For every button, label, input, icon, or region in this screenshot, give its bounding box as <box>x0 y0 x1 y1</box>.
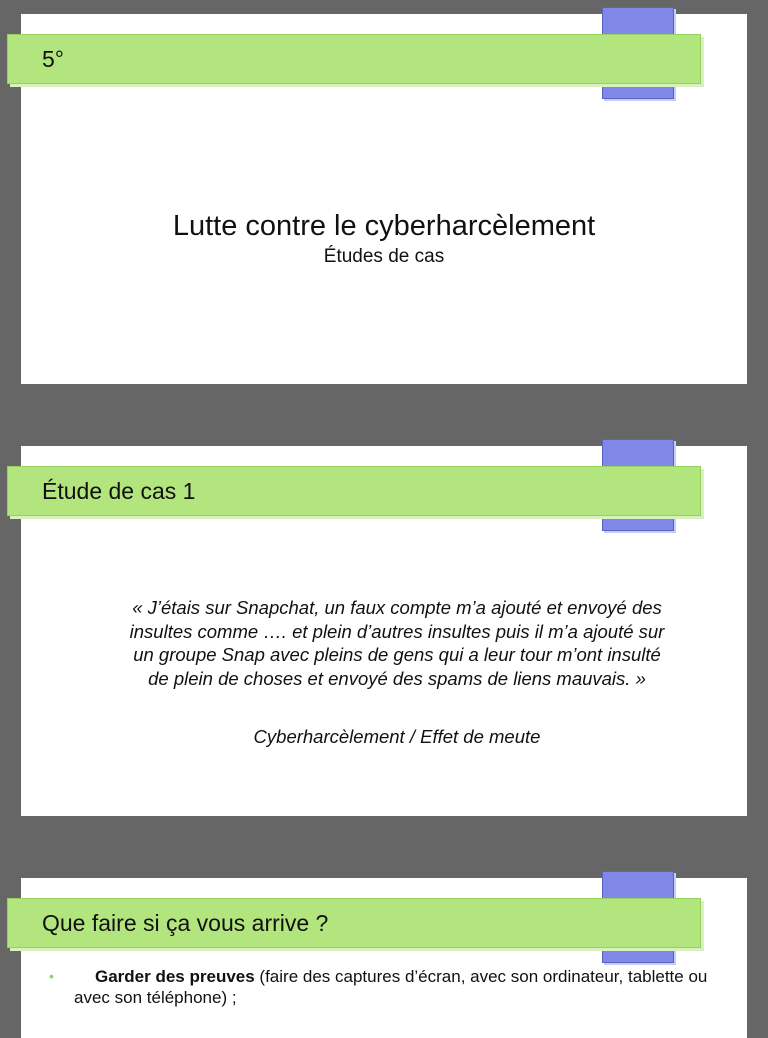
slide-1 <box>21 14 747 384</box>
slide-header: 5° <box>42 45 64 72</box>
case-caption: Cyberharcèlement / Effet de meute <box>253 726 541 747</box>
list-item <box>49 966 709 1008</box>
case-quote: « J’étais sur Snapchat, un faux compte m’a ajouté et envoyé des insultes comme …. et plein d’autres insultes puis il m’a ajouté sur un groupe Snap avec pleins de gens qui a leur tour m’ont insulté de plein de choses et envoyé des spams de liens mauvais. » <box>129 597 665 690</box>
title-band <box>7 466 701 516</box>
slide-header: Que faire si ça vous arrive ? <box>42 909 329 936</box>
bullet-text: (faire des captures d’écran, avec son ordinateur, tablette ou avec son téléphone) ; <box>74 967 708 1007</box>
bullet-icon: • <box>49 968 54 984</box>
advice-list <box>49 966 709 1018</box>
bullet-strong-text: Garder des preuves <box>95 967 255 986</box>
slide-2 <box>21 446 747 816</box>
title-band <box>7 898 701 948</box>
presentation-subtitle: Études de cas <box>323 246 445 267</box>
slide-3 <box>21 878 747 1038</box>
presentation-title: Lutte contre le cyberharcèlement <box>172 210 596 242</box>
slide-header: Étude de cas 1 <box>42 477 196 504</box>
title-band <box>7 34 701 84</box>
